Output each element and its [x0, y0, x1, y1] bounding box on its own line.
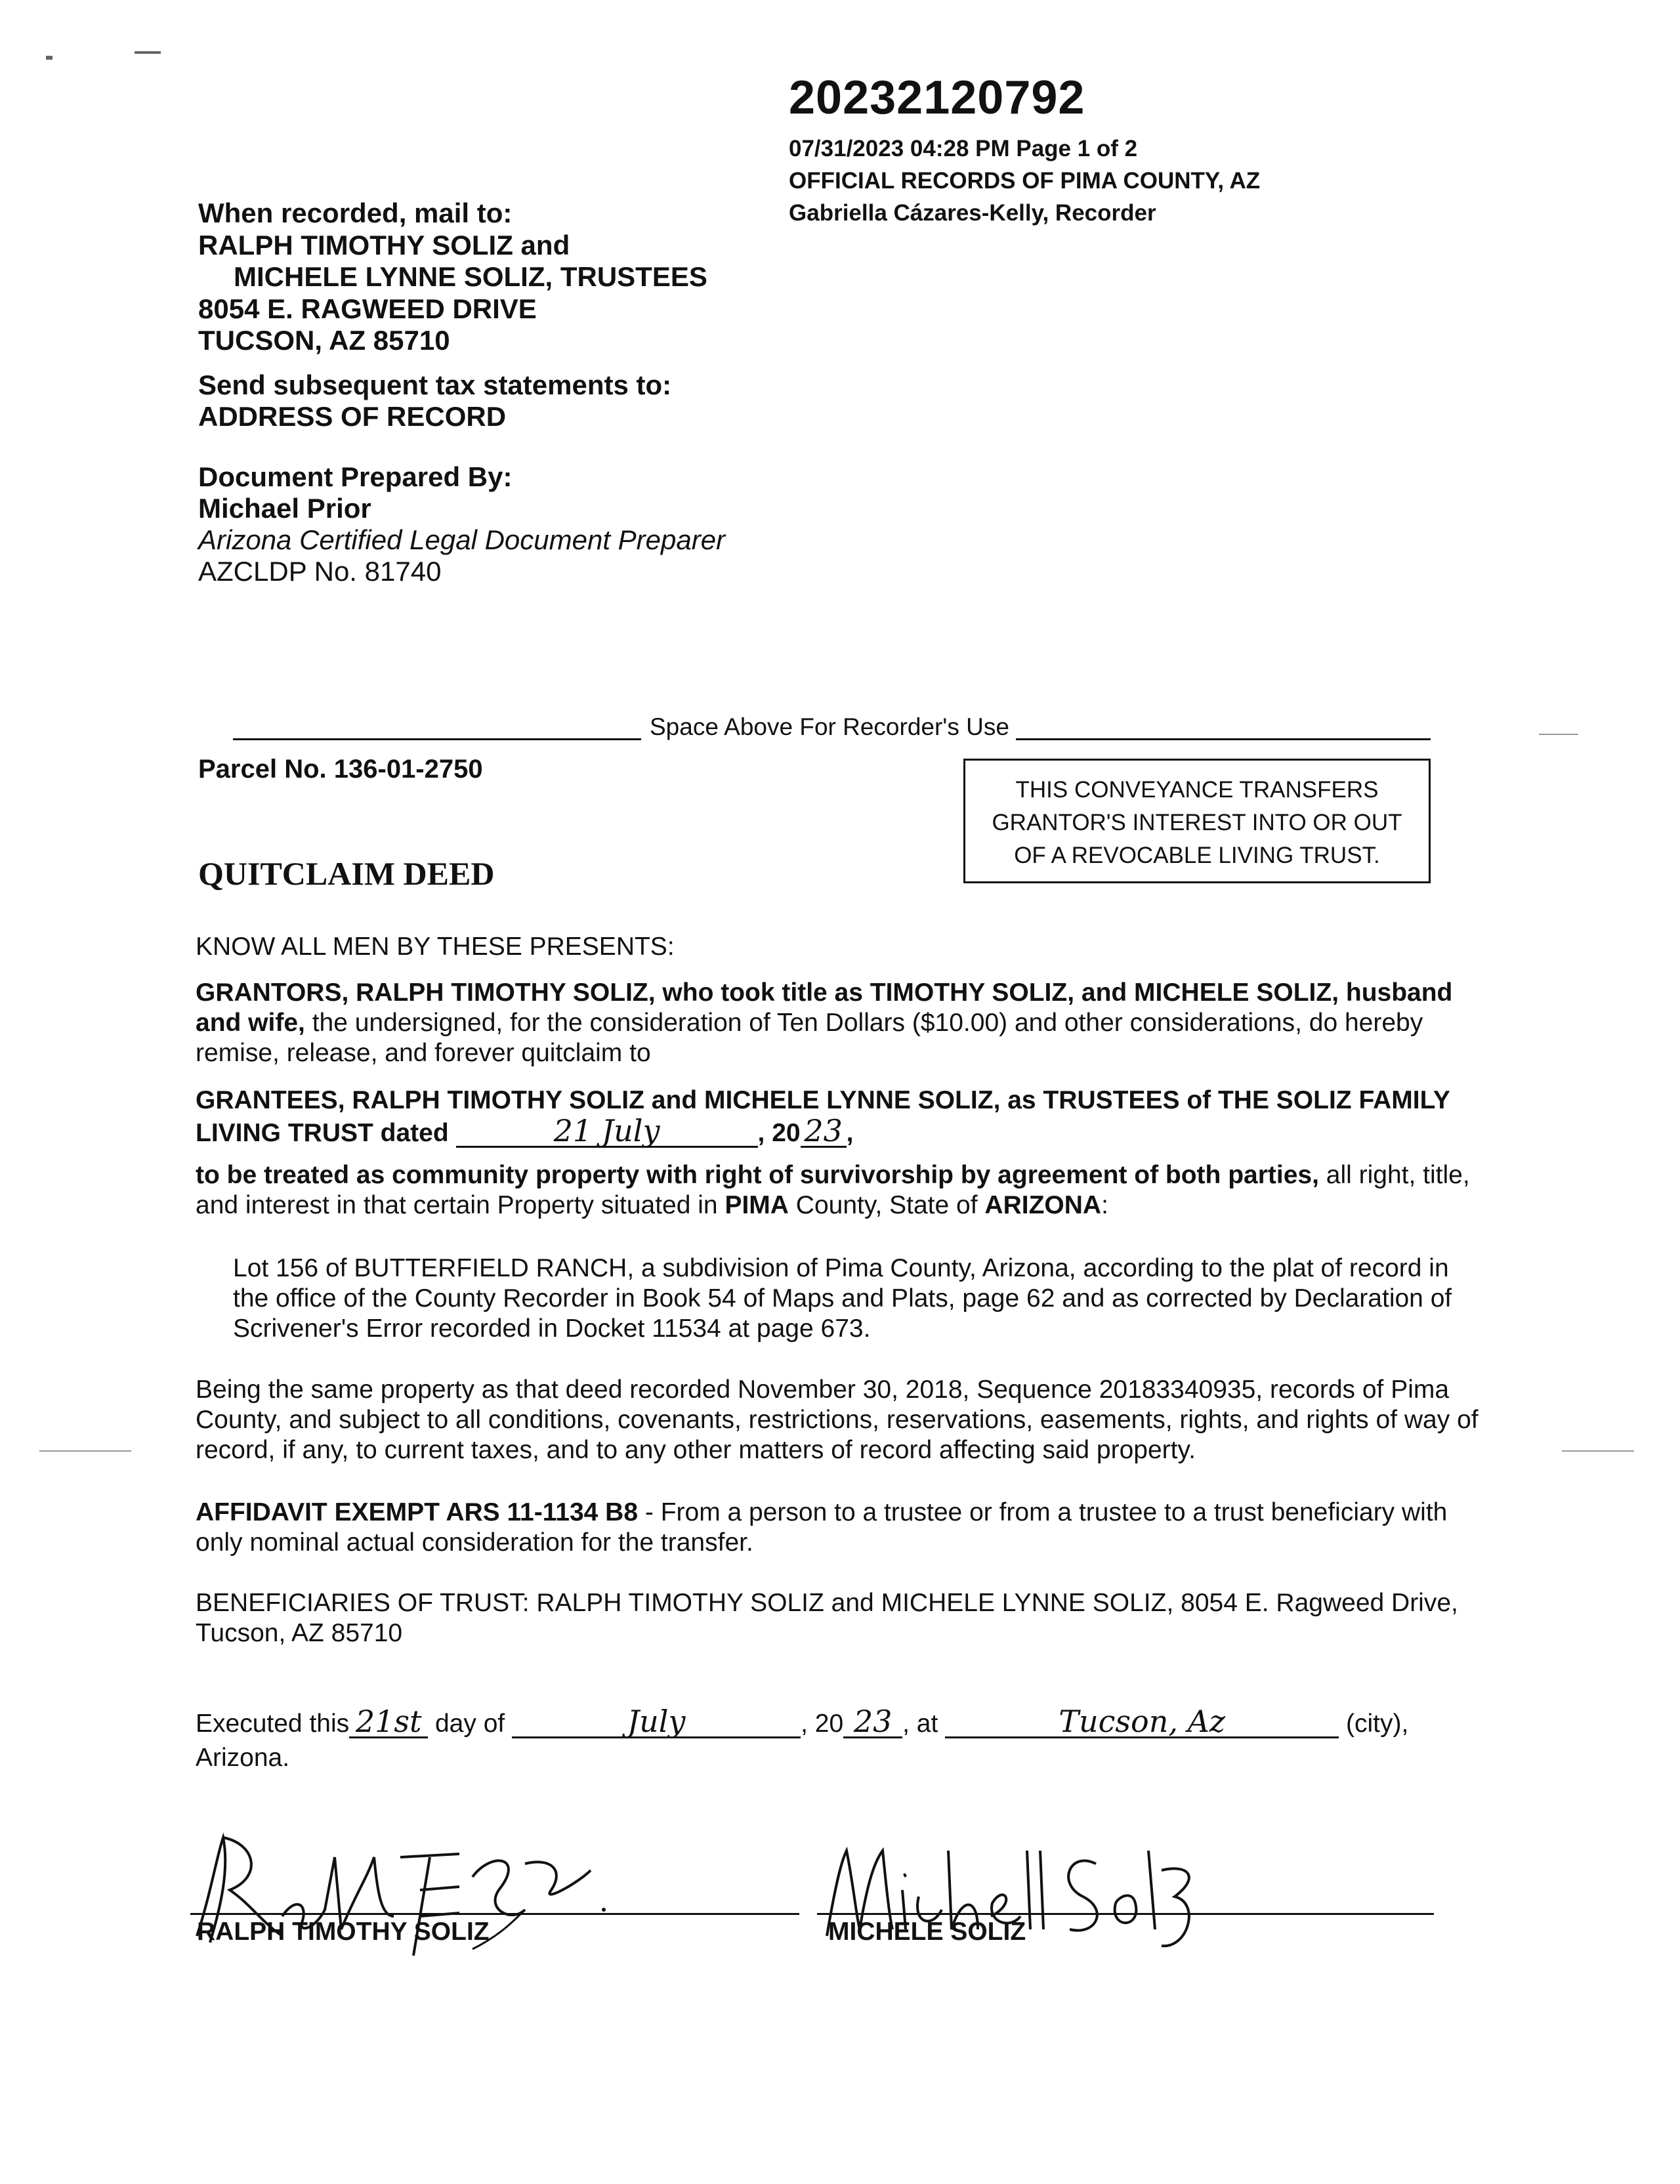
state-colon: : — [1101, 1191, 1108, 1219]
trust-year-field: 23 — [801, 1116, 847, 1148]
executed-at: , at — [902, 1710, 938, 1738]
county-name: PIMA — [724, 1191, 789, 1219]
affidavit-bold: AFFIDAVIT EXEMPT ARS 11-1134 B8 — [196, 1498, 639, 1526]
mail-to-line3: 8054 E. RAGWEED DRIVE — [198, 293, 537, 324]
tax-heading: Send subsequent tax statements to: — [198, 369, 672, 400]
intro-line: KNOW ALL MEN BY THESE PRESENTS: — [196, 933, 675, 961]
county-text: County, State of — [788, 1191, 985, 1219]
grantees-bold: GRANTEES, RALPH TIMOTHY SOLIZ and MICHELE LYNNE SOLIZ, as TRUSTEES of THE SOLIZ FAMILY LIVING TRUST dated — [196, 1086, 1450, 1147]
mail-to-heading: When recorded, mail to: — [198, 198, 513, 228]
prepared-heading: Document Prepared By: — [198, 461, 513, 492]
scan-speck — [1562, 1450, 1634, 1452]
affidavit-text: - From a person to a trustee or from a trustee to a trust beneficiary with only nominal actual consideration for the transfer. — [196, 1498, 1448, 1557]
michele-signature-line — [817, 1913, 1434, 1915]
trust-date-field: 21 July — [456, 1116, 758, 1148]
tax-value: ADDRESS OF RECORD — [198, 401, 507, 432]
executed-prefix: Executed this — [196, 1710, 350, 1738]
trust-notice-line2: GRANTOR'S INTEREST INTO OR OUT — [992, 810, 1402, 835]
mail-to-line1: RALPH TIMOTHY SOLIZ and — [198, 230, 570, 261]
recorder-space-label: Space Above For Recorder's Use — [650, 713, 1009, 740]
recording-number: 20232120792 — [789, 72, 1085, 124]
community-text: all right, title, and interest in that certain Property situated in — [196, 1161, 1470, 1219]
recorder-rule-right — [1016, 738, 1431, 740]
grantors-paragraph — [196, 978, 1482, 1068]
trust-notice-box — [963, 759, 1431, 883]
executed-day-field: 21st — [349, 1706, 428, 1738]
being-paragraph: Being the same property as that deed recorded November 30, 2018, Sequence 20183340935, records of Pima County, and subject to all conditions, covenants, restrictions, reservations, easements, rights, and rights of way of record, if any, to current taxes, and to any other matters of record affecting said property. — [196, 1376, 1479, 1464]
legal-description: Lot 156 of BUTTERFIELD RANCH, a subdivision of Pima County, Arizona, according to the plat of record in the office of the County Recorder in Book 54 of Maps and Plats, page 62 and as corrected by Declaration of Scrivener's Error recorded in Docket 11534 at page 673. — [233, 1254, 1452, 1343]
scan-speck — [135, 51, 161, 54]
trust-notice-line3: OF A REVOCABLE LIVING TRUST. — [1014, 843, 1380, 868]
recorder-rule-left — [233, 738, 641, 740]
trust-notice-line1: THIS CONVEYANCE TRANSFERS — [1015, 777, 1379, 803]
preparer-title: Arizona Certified Legal Document Preparer — [198, 524, 726, 555]
beneficiaries-paragraph: BENEFICIARIES OF TRUST: RALPH TIMOTHY SOLIZ and MICHELE LYNNE SOLIZ, 8054 E. Ragweed Drive, Tucson, AZ 85710 — [196, 1589, 1458, 1647]
parcel-number: Parcel No. 136-01-2750 — [198, 755, 483, 784]
trust-year-prefix: , 20 — [757, 1119, 801, 1147]
recording-datetime: 07/31/2023 04:28 PM Page 1 of 2 — [789, 136, 1138, 161]
ralph-signature-line — [190, 1913, 799, 1915]
grantors-text: the undersigned, for the consideration of Ten Dollars ($10.00) and other considerations, do hereby remise, release, and forever quitclaim to — [196, 1009, 1423, 1067]
executed-line — [196, 1706, 1482, 1739]
scan-speck — [1539, 734, 1578, 735]
state-name: ARIZONA — [984, 1191, 1102, 1219]
executed-state: Arizona. — [196, 1744, 290, 1772]
community-paragraph — [196, 1160, 1482, 1221]
michele-signature-name: MICHELE SOLIZ — [828, 1918, 1026, 1946]
scan-speck — [39, 1450, 131, 1452]
community-bold: to be treated as community property with right of survivorship by agreement of both parties, — [196, 1161, 1319, 1189]
grantees-paragraph — [196, 1085, 1482, 1148]
executed-month-field: July — [512, 1706, 801, 1738]
preparer-license: AZCLDP No. 81740 — [198, 556, 442, 587]
executed-year-field: 23 — [843, 1706, 902, 1738]
mail-to-line2: MICHELE LYNNE SOLIZ, TRUSTEES — [234, 261, 707, 292]
recording-recorder: Gabriella Cázares-Kelly, Recorder — [789, 200, 1156, 226]
executed-day-of: day of — [434, 1710, 505, 1738]
executed-year-prefix: , 20 — [801, 1710, 844, 1738]
affidavit-paragraph — [196, 1498, 1482, 1558]
mail-to-line4: TUCSON, AZ 85710 — [198, 325, 450, 356]
preparer-name: Michael Prior — [198, 493, 371, 524]
grantors-bold: GRANTORS, RALPH TIMOTHY SOLIZ, who took title as TIMOTHY SOLIZ, and MICHELE SOLIZ, husband and wife, — [196, 978, 1453, 1037]
scan-speck — [46, 56, 52, 60]
deed-title: QUITCLAIM DEED — [198, 855, 495, 892]
trust-date-comma: , — [846, 1119, 854, 1147]
executed-city-label: (city), — [1346, 1710, 1409, 1738]
recording-office: OFFICIAL RECORDS OF PIMA COUNTY, AZ — [789, 168, 1261, 194]
executed-city-field: Tucson, Az — [945, 1706, 1339, 1738]
ralph-signature-name: RALPH TIMOTHY SOLIZ — [197, 1918, 490, 1946]
